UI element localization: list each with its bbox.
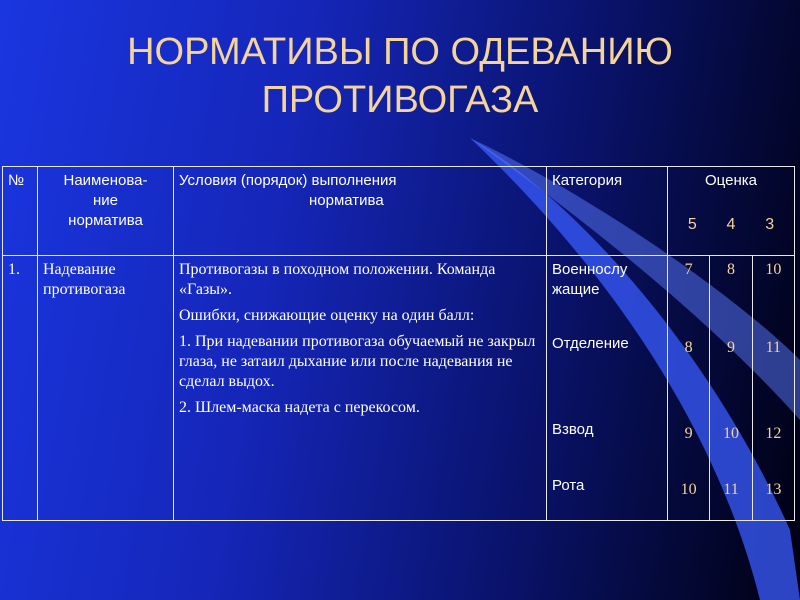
norms-table — [2, 166, 795, 521]
row-conditions: Противогазы в походном положении. Команда «Газы». Ошибки, снижающие оценку на один балл: 1. При надевании противогаза обучаемый не закрыл глаза, не затаил дыхание или после надевания не сделал выдох. 2. Шлем-маска надета с перекосом. — [174, 256, 547, 521]
category-soldiers: Военнослу жащие — [552, 261, 628, 298]
scores-grade-4: 8 9 10 11 — [710, 256, 752, 521]
scores-grade-3: 10 11 12 13 — [752, 256, 794, 521]
header-grade: Оценка 5 4 3 — [668, 167, 795, 256]
header-name: Наименова- ние норматива — [38, 167, 174, 256]
page-title — [0, 28, 800, 124]
table-row — [3, 256, 795, 521]
grade-3-label: 3 — [765, 216, 775, 233]
title-line-1: НОРМАТИВЫ ПО ОДЕВАНИЮ — [127, 31, 673, 73]
row-name: Надевание противогаза — [38, 256, 174, 521]
category-squad: Отделение — [552, 335, 629, 352]
grade-4-label: 4 — [726, 216, 736, 233]
row-num: 1. — [3, 256, 38, 521]
table-header-row — [3, 167, 795, 256]
row-categories — [547, 256, 668, 521]
header-conditions: Условия (порядок) выполнения норматива — [174, 167, 547, 256]
header-num: № — [3, 167, 38, 256]
grade-5-label: 5 — [687, 216, 697, 233]
category-platoon: Взвод — [552, 421, 594, 438]
category-company: Рота — [552, 477, 585, 494]
title-line-2: ПРОТИВОГАЗА — [261, 79, 539, 121]
scores-grade-5: 7 8 9 10 — [668, 256, 710, 521]
header-category: Категория — [547, 167, 668, 256]
